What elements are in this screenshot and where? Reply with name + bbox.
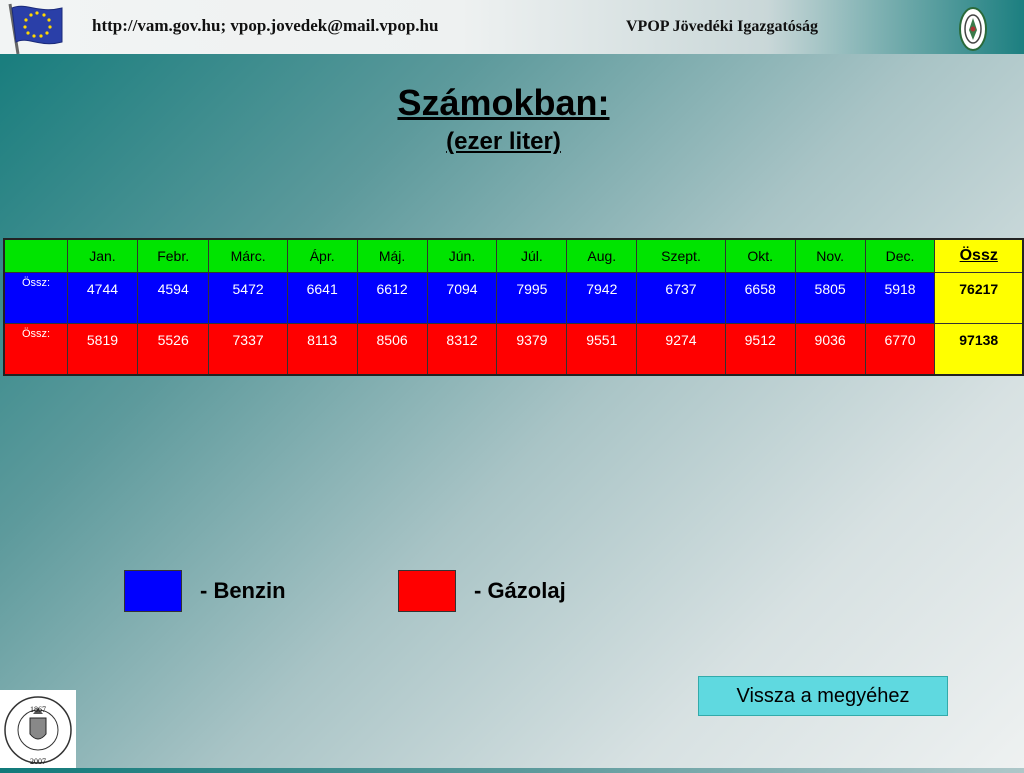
seal-year-top: 1867 [30,705,46,714]
table-cell: 8312 [427,324,497,376]
data-table [3,238,1024,376]
header-cell-nov: Nov. [795,239,865,273]
table-cell: 6658 [725,273,795,324]
table-cell: 5819 [68,324,138,376]
customs-emblem-icon [958,6,988,52]
table-cell: 9551 [567,324,637,376]
row-label: Össz: [4,324,68,376]
table-cell: 6641 [287,273,357,324]
header-cell-jul: Júl. [497,239,567,273]
table-cell: 5526 [137,324,209,376]
table-row-gazolaj [4,324,1023,376]
header-contact: http://vam.gov.hu; vpop.jovedek@mail.vpop.hu [92,16,439,35]
header-cell-may: Máj. [357,239,427,273]
table-cell-total: 76217 [935,273,1023,324]
header-cell-sep: Szept. [637,239,726,273]
table-cell: 6737 [637,273,726,324]
row-label: Össz: [4,273,68,324]
table-cell: 7094 [427,273,497,324]
anniversary-seal-icon [0,690,76,768]
table-cell: 8506 [357,324,427,376]
table-cell: 7337 [209,324,287,376]
table-cell: 9512 [725,324,795,376]
table-cell: 7995 [497,273,567,324]
table-cell: 6612 [357,273,427,324]
header-cell-total: Össz [935,239,1023,273]
header-cell-oct: Okt. [725,239,795,273]
header-cell-mar: Márc. [209,239,287,273]
header-cell-aug: Aug. [567,239,637,273]
header-cell-feb: Febr. [137,239,209,273]
header-cell-apr: Ápr. [287,239,357,273]
header-bar [0,0,1024,54]
eu-flag-icon [4,2,66,54]
table-cell: 7942 [567,273,637,324]
legend-label-benzin: - Benzin [200,578,286,603]
table-cell: 8113 [287,324,357,376]
legend-label-gazolaj: - Gázolaj [474,578,566,603]
table-row-benzin [4,273,1023,324]
header-cell-empty [4,239,68,273]
header-cell-jan: Jan. [68,239,138,273]
header-cell-jun: Jún. [427,239,497,273]
back-to-county-button[interactable]: Vissza a megyéhez [698,676,948,716]
legend-swatch-gazolaj [398,570,456,612]
table-cell: 9379 [497,324,567,376]
table-cell: 9036 [795,324,865,376]
page-title: Számokban: [397,82,610,123]
table-cell: 9274 [637,324,726,376]
table-cell: 4594 [137,273,209,324]
table-cell-total: 97138 [935,324,1023,376]
table-cell: 5918 [865,273,935,324]
table-cell: 5805 [795,273,865,324]
header-cell-dec: Dec. [865,239,935,273]
page-subtitle: (ezer liter) [446,128,561,155]
legend-swatch-benzin [124,570,182,612]
seal-year-bottom: 2007 [30,757,46,766]
header-organization: VPOP Jövedéki Igazgatóság [626,18,818,35]
table-cell: 5472 [209,273,287,324]
table-cell: 4744 [68,273,138,324]
table-header-row [4,239,1023,273]
table-cell: 6770 [865,324,935,376]
